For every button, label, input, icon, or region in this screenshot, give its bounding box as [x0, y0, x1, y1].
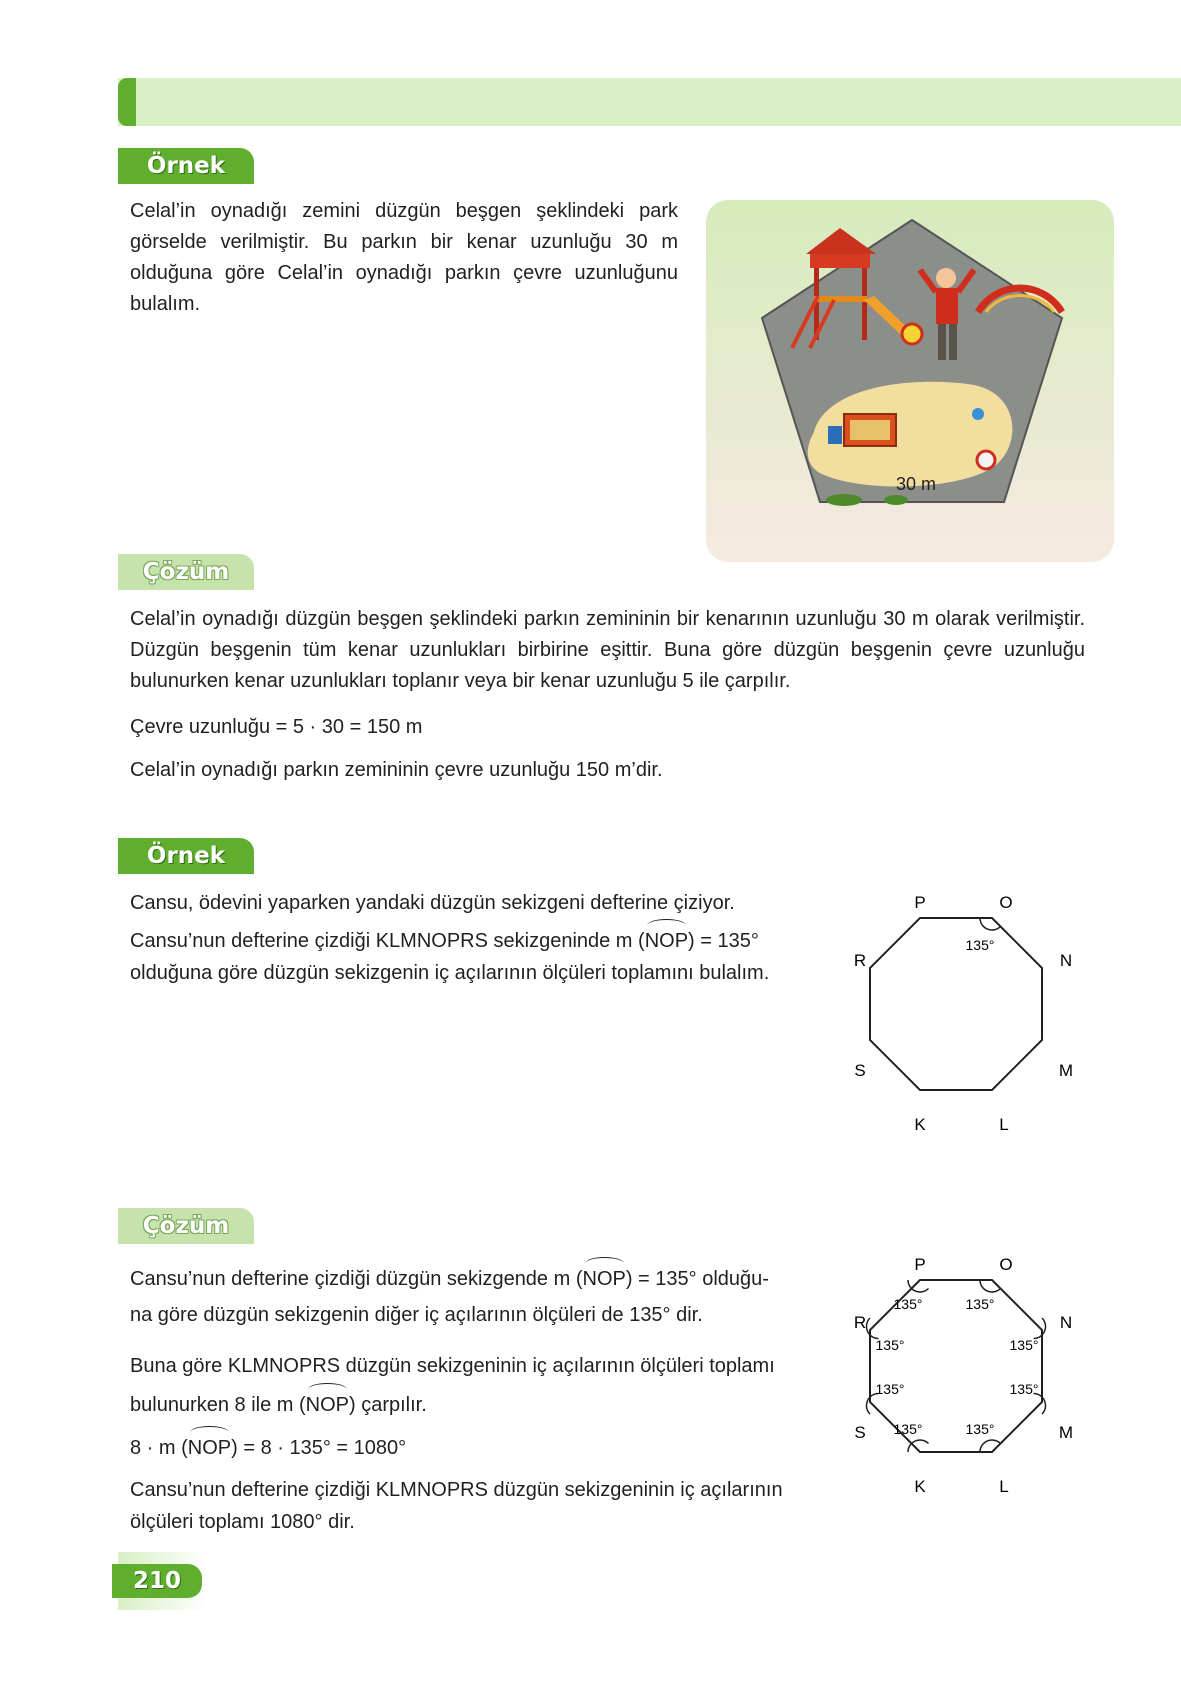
vertex-label: S — [854, 1061, 866, 1080]
park-side-label: 30 m — [895, 474, 937, 494]
vertex-label: R — [853, 1313, 867, 1332]
solution-2-line5: Cansu’nun defterine çizdiği KLMNOPRS düzgün sekizgeninin iç açılarının — [130, 1479, 783, 1501]
solution-2-line2: na göre düzgün sekizgenin diğer iç açılarının ölçüleri de 135° dir. — [130, 1304, 703, 1326]
angle-label: 135° — [875, 1337, 905, 1353]
solution-2-line6: ölçüleri toplamı 1080° dir. — [130, 1511, 355, 1533]
vertex-label: L — [999, 1115, 1009, 1134]
arc-notation: NOP — [645, 926, 688, 957]
arc-notation: NOP — [188, 1433, 231, 1464]
vertex-label: L — [999, 1477, 1009, 1496]
vertex-label: K — [914, 1477, 926, 1496]
arc-notation: NOP — [306, 1390, 349, 1421]
octagon-figure-all-angles — [840, 1252, 1080, 1512]
angle-label: 135° — [1009, 1381, 1039, 1397]
solution-2-line1: Cansu’nun defterine çizdiği düzgün sekizgende m (NOP) = 135° olduğu- — [130, 1264, 769, 1295]
vertex-label: O — [999, 1255, 1013, 1274]
solution-2-line4: bulunurken 8 ile m (NOP) çarpılır. — [130, 1390, 427, 1421]
example-2-line3: olduğuna göre düzgün sekizgenin iç açılarının ölçüleri toplamını bulalım. — [130, 962, 770, 984]
page-number: 210 — [112, 1564, 202, 1598]
octagon-figure — [840, 890, 1080, 1150]
example-2-line2: Cansu’nun defterine çizdiği KLMNOPRS sekizgeninde m (NOP) = 135° — [130, 926, 810, 957]
vertex-label: P — [914, 1255, 926, 1274]
example-badge: Örnek — [118, 148, 254, 184]
example-1-text: Celal’in oynadığı zemini düzgün beşgen şeklindeki park görselde verilmiştir. Bu parkın bir kenar uzunluğu 30 m olduğuna göre Celal’in oynadığı parkın çevre uzunluğunu bulalım. — [130, 200, 678, 315]
vertex-label: M — [1058, 1061, 1074, 1080]
vertex-label: K — [914, 1115, 926, 1134]
park-illustration — [706, 200, 1114, 562]
vertex-label: P — [914, 893, 926, 912]
solution-badge: Çözüm — [118, 1208, 254, 1244]
vertex-label: N — [1059, 951, 1073, 970]
angle-label: 135° — [1009, 1337, 1039, 1353]
angle-label: 135° — [893, 1296, 923, 1312]
vertex-label: M — [1058, 1423, 1074, 1442]
vertex-label: R — [853, 951, 867, 970]
vertex-label: O — [999, 893, 1013, 912]
example-badge: Örnek — [118, 838, 254, 874]
angle-label: 135° — [965, 937, 995, 953]
solution-2-line3: Buna göre KLMNOPRS düzgün sekizgeninin iç açılarının ölçüleri toplamı — [130, 1355, 775, 1377]
angle-label: 135° — [893, 1421, 923, 1437]
solution-1-formula: Çevre uzunluğu = 5 · 30 = 150 m — [130, 716, 423, 738]
header-accent — [118, 78, 136, 126]
arc-notation: NOP — [583, 1264, 626, 1295]
header-bar — [118, 78, 1181, 126]
solution-1-paragraph: Celal’in oynadığı düzgün beşgen şeklindeki parkın zemininin bir kenarının uzunluğu 30 m olarak verilmiştir. Düzgün beşgenin tüm kenar uzunlukları birbirine eşittir. Buna göre düzgün beşgenin çevre uzunluğu bulunurken kenar uzunlukları toplanır veya bir kenar uzunluğu 5 ile çarpılır. — [130, 608, 1085, 692]
angle-label: 135° — [965, 1296, 995, 1312]
solution-2-formula: 8 · m (NOP) = 8 · 135° = 1080° — [130, 1433, 406, 1464]
example-2-line1: Cansu, ödevini yaparken yandaki düzgün sekizgeni defterine çiziyor. — [130, 892, 735, 914]
vertex-label: N — [1059, 1313, 1073, 1332]
vertex-label: S — [854, 1423, 866, 1442]
solution-1-conclusion: Celal’in oynadığı parkın zemininin çevre uzunluğu 150 m’dir. — [130, 759, 663, 781]
solution-badge: Çözüm — [118, 554, 254, 590]
angle-label: 135° — [965, 1421, 995, 1437]
angle-label: 135° — [875, 1381, 905, 1397]
